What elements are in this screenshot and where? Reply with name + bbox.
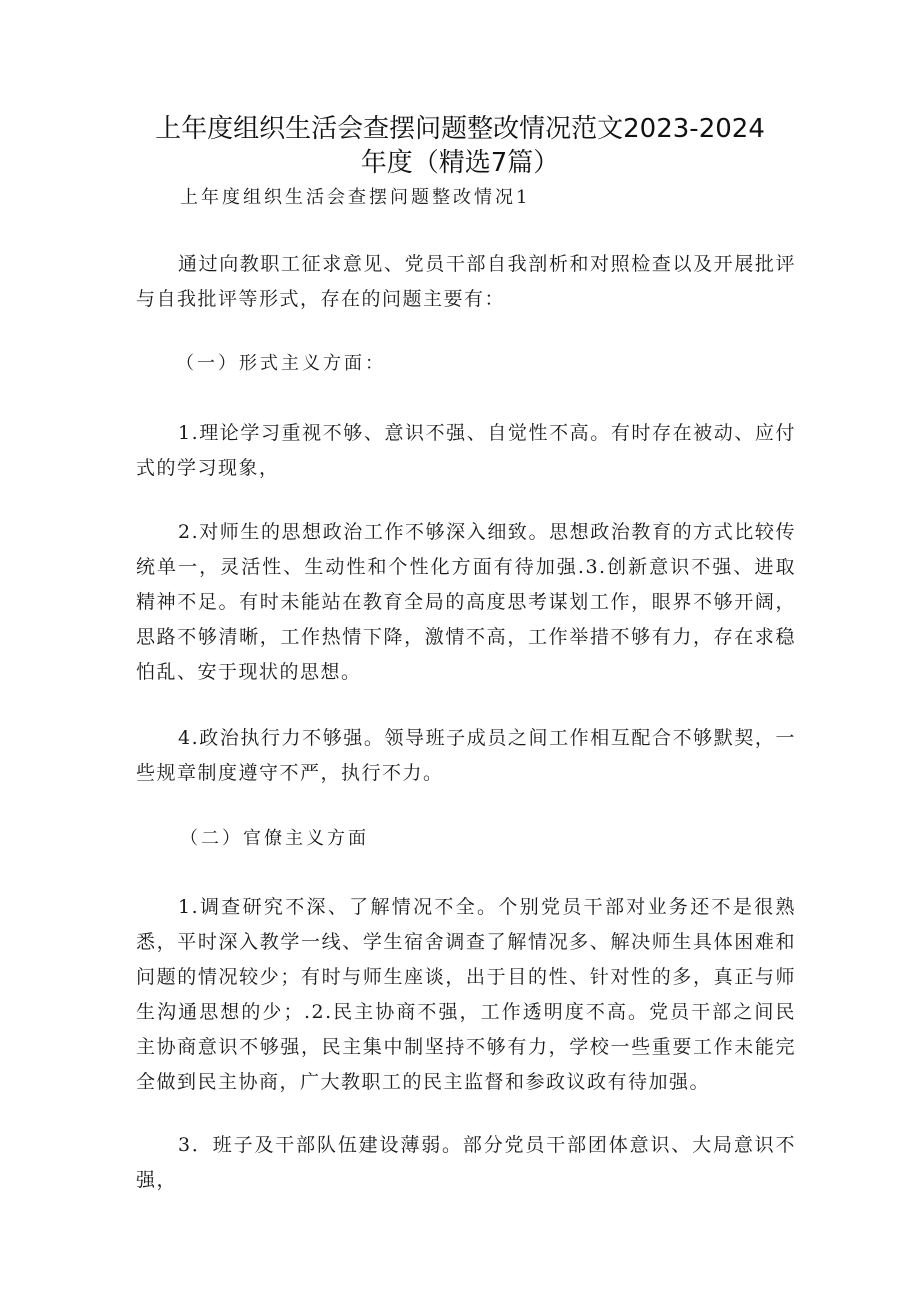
intro-paragraph: 通过向教职工征求意见、党员干部自我剖析和对照检查以及开展批评与自我批评等形式，存在的问题主要有： (136, 253, 796, 310)
paragraph-item-6: 3．班子及干部队伍建设薄弱。部分党员干部团体意识、大局意识不强， (136, 1134, 796, 1191)
paragraph-item-4: 4.政治执行力不够强。领导班子成员之间工作相互配合不够默契，一些规章制度遵守不严，执行不力。 (136, 727, 796, 784)
paragraph-item-5: 1.调查研究不深、了解情况不全。个别党员干部对业务还不是很熟悉，平时深入教学一线、学生宿舍调查了解情况多、解决师生具体困难和问题的情况较少；有时与师生座谈，出于目的性、针对性的多，真正与师生沟通思想的少；.2.民主协商不强，工作透明度不高。党员干部之间民主协商意识不够强，民主集中制坚持不够有力，学校一些重要工作未能完全做到民主协商，广大教职工的民主监督和参政议政有待加强。 (136, 896, 796, 1093)
section-heading-formalism: （一）形式主义方面： (176, 353, 386, 374)
document-title-line1: 上年度组织生活会查摆问题整改情况范文2023-2024 (155, 114, 765, 144)
document-subtitle: 上年度组织生活会查摆问题整改情况1 (180, 187, 531, 208)
paragraph-item-1: 1.理论学习重视不够、意识不强、自觉性不高。有时存在被动、应付式的学习现象， (136, 422, 796, 479)
paragraph-item-2-3: 2.对师生的思想政治工作不够深入细致。思想政治教育的方式比较传统单一，灵活性、生动性和个性化方面有待加强.3.创新意识不强、进取精神不足。有时未能站在教育全局的高度思考谋划工作，眼界不够开阔，思路不够清晰，工作热情下降，激情不高，工作举措不够有力，存在求稳怕乱、安于现状的思想。 (136, 521, 796, 683)
section-heading-bureaucracy: （二）官僚主义方面 (180, 828, 369, 849)
document-title-line2: 年度（精选7篇） (360, 148, 560, 178)
